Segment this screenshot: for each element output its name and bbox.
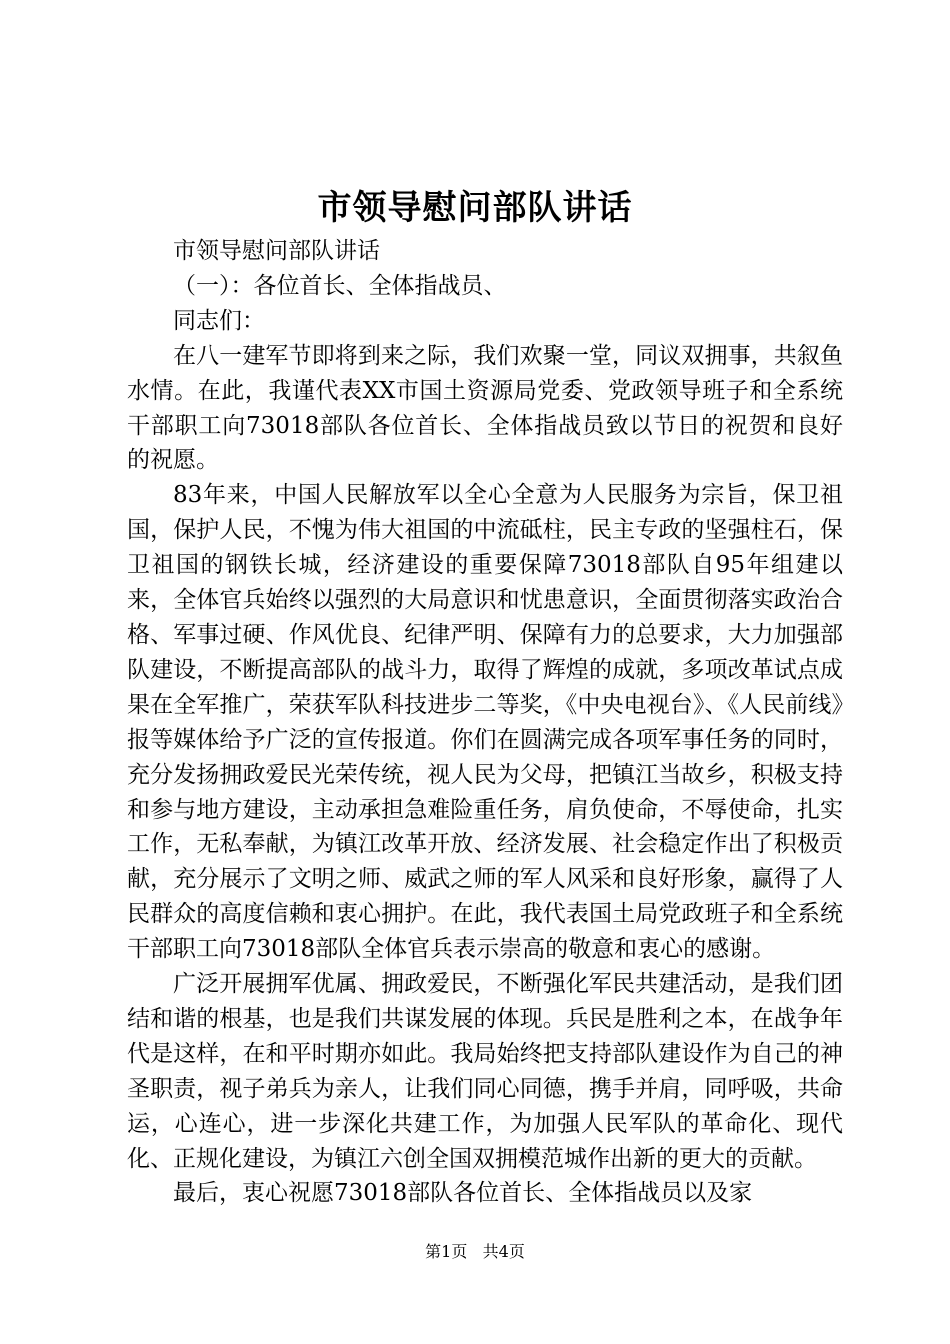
page-footer [0, 1240, 950, 1264]
page-spacer [472, 1242, 477, 1261]
page-number: 第1页 [425, 1242, 468, 1261]
total-pages: 共4页 [482, 1242, 525, 1261]
document-title: 市领导慰问部队讲话 [317, 188, 633, 228]
paragraph-greeting: 在八一建军节即将到来之际，我们欢聚一堂，同议双拥事，共叙鱼水情。在此，我谨代表XX市国土资源局党委、党政领导班子和全系统干部职工向73018部队各位首长、全体指战员致以节日的祝贺和良好的祝愿。 [127, 342, 843, 474]
paragraph-cooperation: 广泛开展拥军优属、拥政爱民，不断强化军民共建活动，是我们团结和谐的根基，也是我们共谋发展的体现。兵民是胜利之本，在战争年代是这样，在和平时期亦如此。我局始终把支持部队建设作为自己的神圣职责，视子弟兵为亲人，让我们同心同德，携手并肩，同呼吸，共命运，心连心，进一步深化共建工作，为加强人民军队的革命化、现代化、正规化建设，为镇江六创全国双拥模范城作出新的更大的贡献。 [127, 971, 843, 1172]
document-body [127, 234, 843, 1211]
paragraph-achievements: 83年来，中国人民解放军以全心全意为人民服务为宗旨，保卫祖国，保护人民，不愧为伟大祖国的中流砥柱，民主专政的坚强柱石，保卫祖国的钢铁长城，经济建设的重要保障73018部队自95年组建以来，全体官兵始终以强烈的大局意识和忧患意识，全面贯彻落实政治合格、军事过硬、作风优良、纪律严明、保障有力的总要求，大力加强部队建设，不断提高部队的战斗力，取得了辉煌的成就，多项改革试点成果在全军推广，荣获军队科技进步二等奖，《中央电视台》、《人民前线》报等媒体给予广泛的宣传报道。你们在圆满完成各项军事任务的同时，充分发扬拥政爱民光荣传统，视人民为父母，把镇江当故乡，积极支持和参与地方建设，主动承担急难险重任务，肩负使命，不辱使命，扎实工作，无私奉献，为镇江改革开放、经济发展、社会稳定作出了积极贡献，充分展示了文明之师、威武之师的军人风采和良好形象，赢得了人民群众的高度信赖和衷心拥护。在此，我代表国土局党政班子和全系统干部职工向73018部队全体官兵表示崇高的敬意和衷心的感谢。 [127, 482, 843, 963]
paragraph-closing: 最后，衷心祝愿73018部队各位首长、全体指战员以及家 [173, 1180, 753, 1207]
paragraph-salutation-1: （一）：各位首长、全体指战员、 [173, 272, 507, 299]
paragraph-subtitle: 市领导慰问部队讲话 [173, 238, 380, 264]
paragraph-salutation-2: 同志们： [173, 307, 265, 334]
